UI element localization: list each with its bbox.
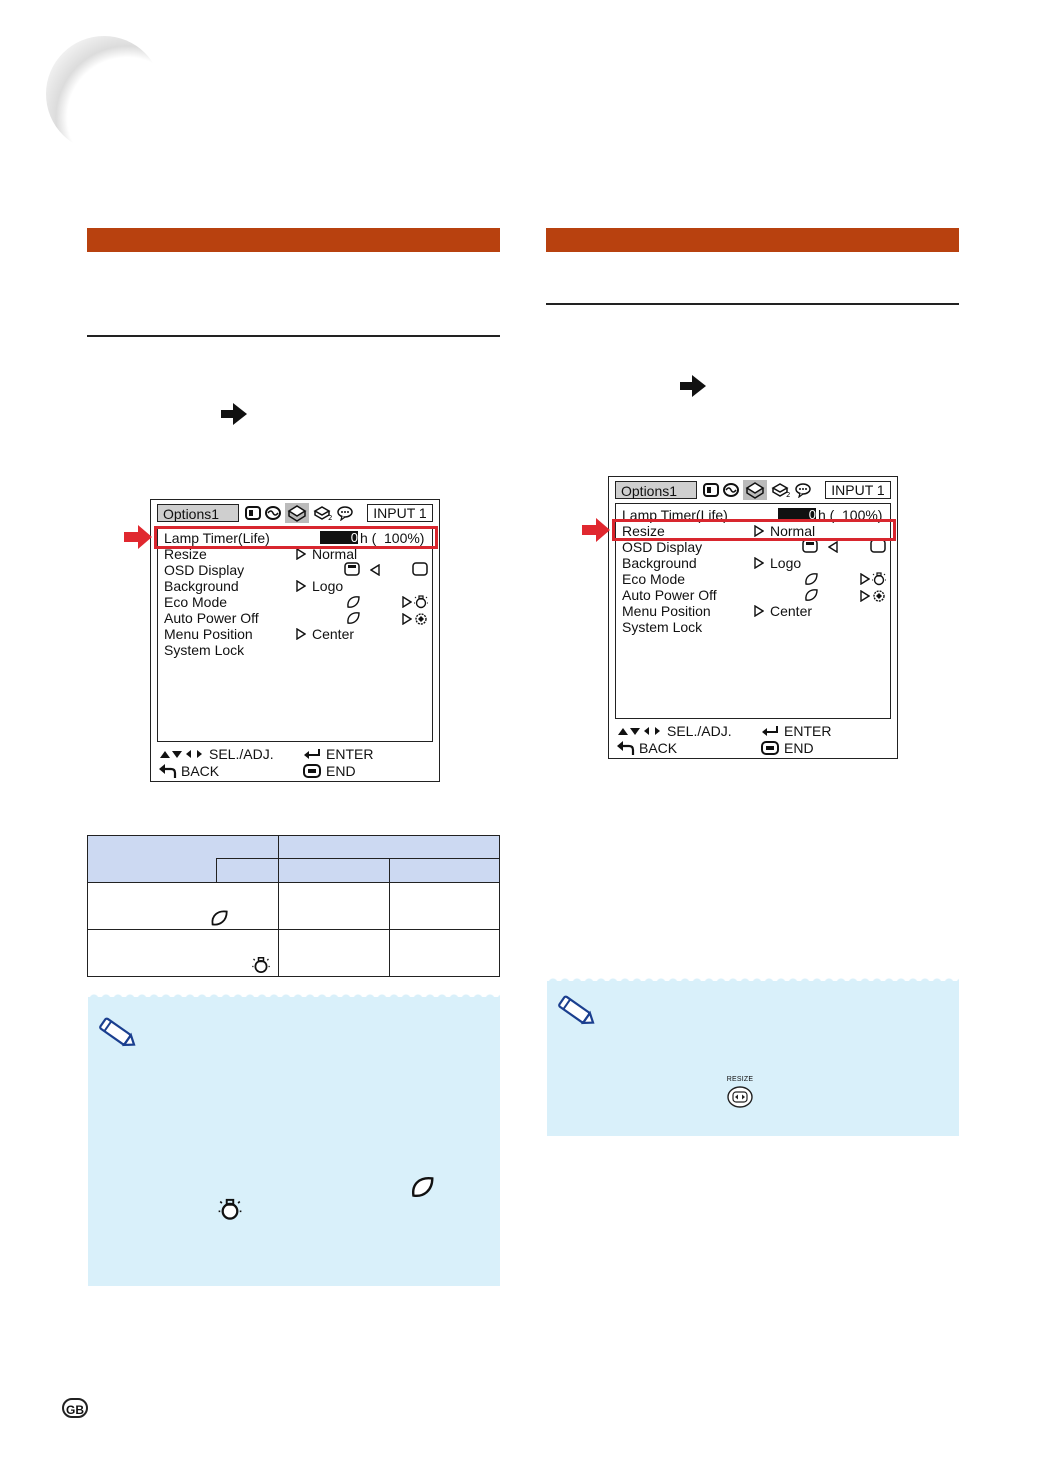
options2-tab-icon[interactable] [771, 482, 791, 498]
navigation-arrows-icon [617, 725, 665, 737]
table-header-cell [279, 859, 390, 883]
osd-row-resize[interactable]: Resize [622, 523, 665, 539]
osd-title: Options1 [157, 504, 239, 522]
osd-on-icon [802, 539, 818, 553]
note-edge [88, 991, 500, 999]
language-badge: GB [62, 1398, 88, 1418]
lamp-standard-icon [218, 1195, 242, 1221]
lamp-hours-value: 0 [778, 508, 816, 521]
footer-sel-adj: SEL./ADJ. [209, 746, 274, 762]
select-arrow-icon [860, 590, 870, 602]
pencil-note-icon [94, 1015, 138, 1049]
table-header-cell [279, 836, 500, 859]
back-icon [159, 764, 177, 778]
lamp-life-percent: 100%) [384, 530, 425, 546]
select-arrow-icon [296, 548, 306, 560]
table-row-eco-off [88, 930, 279, 977]
footer-sel-adj: SEL./ADJ. [667, 723, 732, 739]
menu-end-icon [761, 741, 779, 755]
options1-tab-icon[interactable] [743, 480, 767, 500]
pencil-note-icon [553, 993, 597, 1027]
eco-leaf-icon [346, 611, 360, 625]
highlight-resize [612, 519, 896, 541]
background-value: Logo [312, 578, 344, 594]
footer-back: BACK [181, 763, 220, 779]
osd-panel [157, 526, 433, 742]
lamp-hours-unit: h ( [360, 530, 377, 546]
osd-row-auto-power-off[interactable]: Auto Power Off [164, 610, 259, 626]
resize-value: Normal [770, 523, 816, 539]
osd-off-icon [412, 562, 428, 576]
osd-row-background[interactable]: Background [622, 555, 697, 571]
table-cell [279, 930, 390, 977]
options1-tab-icon[interactable] [285, 503, 309, 523]
section-bar-left [87, 228, 500, 252]
language-tab-icon[interactable] [795, 482, 811, 498]
osd-row-system-lock[interactable]: System Lock [164, 642, 245, 658]
menu-position-value: Center [312, 626, 355, 642]
pointer-arrow-icon [582, 518, 610, 542]
language-tab-icon[interactable] [337, 505, 353, 521]
select-arrow-icon [296, 628, 306, 640]
osd-row-auto-power-off[interactable]: Auto Power Off [622, 587, 717, 603]
osd-row-osd-display[interactable]: OSD Display [622, 539, 703, 555]
footer-enter: ENTER [326, 746, 374, 762]
background-value: Logo [770, 555, 802, 571]
osd-header [615, 481, 891, 501]
svg-text:2: 2 [328, 514, 333, 521]
lamp-hours-unit: h ( [818, 507, 835, 523]
corner-mask [90, 70, 170, 160]
osd-row-background[interactable]: Background [164, 578, 239, 594]
eco-leaf-icon [804, 572, 818, 586]
eco-leaf-icon [410, 1175, 434, 1199]
resize-button-label: RESIZE [726, 1076, 754, 1083]
table-row-eco-on [88, 883, 279, 930]
lamp-life-percent: 100%) [842, 507, 883, 523]
osd-input-label: INPUT 1 [825, 481, 891, 499]
osd-row-lamp-timer[interactable]: Lamp Timer(Life) [164, 530, 270, 546]
table-cell [390, 930, 500, 977]
lamp-standard-icon [414, 593, 428, 609]
osd-row-eco-mode[interactable]: Eco Mode [622, 571, 686, 587]
select-arrow-icon [860, 573, 870, 585]
options2-tab-icon[interactable] [313, 505, 333, 521]
lamp-standard-icon [872, 570, 886, 586]
rule-left [87, 335, 500, 337]
resize-value: Normal [312, 546, 358, 562]
table-cell [279, 883, 390, 930]
eco-mode-table [87, 835, 500, 977]
table-cell [390, 883, 500, 930]
eco-leaf-icon [804, 588, 818, 602]
osd-row-system-lock[interactable]: System Lock [622, 619, 703, 635]
note-edge [547, 975, 959, 983]
svg-text:2: 2 [786, 491, 791, 498]
lamp-eco-icon [414, 610, 428, 626]
select-arrow-icon [402, 613, 412, 625]
osd-row-menu-position[interactable]: Menu Position [164, 626, 253, 642]
osd-off-icon [870, 539, 886, 553]
table-header-cell [88, 836, 279, 883]
note-box-left [88, 997, 500, 1286]
osd-row-eco-mode[interactable]: Eco Mode [164, 594, 228, 610]
select-arrow-left-icon [828, 541, 838, 553]
lamp-eco-icon [872, 587, 886, 603]
osd-row-osd-display[interactable]: OSD Display [164, 562, 245, 578]
osd-on-icon [344, 562, 360, 576]
table-header-cell [390, 859, 500, 883]
footer-end: END [784, 740, 814, 756]
highlight-lamp-timer [154, 526, 438, 549]
rule-right [546, 303, 959, 305]
note-box-right [547, 981, 959, 1136]
picture-tab-icon[interactable] [703, 482, 719, 498]
pointer-arrow-icon [124, 525, 152, 549]
lamp-standard-icon [252, 954, 270, 974]
arrow-right-icon [680, 375, 706, 397]
osd-row-menu-position[interactable]: Menu Position [622, 603, 711, 619]
select-arrow-icon [402, 596, 412, 608]
select-arrow-left-icon [370, 564, 380, 576]
osd-input-label: INPUT 1 [367, 504, 433, 522]
table-divider [216, 858, 217, 883]
navigation-arrows-icon [159, 748, 207, 760]
lamp-hours-value: 0 [320, 531, 358, 544]
eco-leaf-icon [210, 909, 228, 927]
osd-row-lamp-timer[interactable]: Lamp Timer(Life) [622, 507, 728, 523]
select-arrow-icon [754, 557, 764, 569]
osd-title: Options1 [615, 481, 697, 499]
section-bar-right [546, 228, 959, 252]
picture-tab-icon[interactable] [245, 505, 261, 521]
footer-enter: ENTER [784, 723, 832, 739]
arrow-right-icon [221, 403, 247, 425]
eco-leaf-icon [346, 595, 360, 609]
enter-icon [761, 725, 779, 737]
resize-button-icon [727, 1086, 753, 1108]
signal-tab-icon[interactable] [723, 482, 739, 498]
osd-header [157, 504, 433, 524]
signal-tab-icon[interactable] [265, 505, 281, 521]
enter-icon [303, 748, 321, 760]
table-divider [216, 858, 279, 859]
osd-row-resize[interactable]: Resize [164, 546, 207, 562]
select-arrow-icon [754, 605, 764, 617]
footer-back: BACK [639, 740, 678, 756]
footer-end: END [326, 763, 356, 779]
menu-position-value: Center [770, 603, 813, 619]
back-icon [617, 741, 635, 755]
select-arrow-icon [296, 580, 306, 592]
menu-end-icon [303, 764, 321, 778]
